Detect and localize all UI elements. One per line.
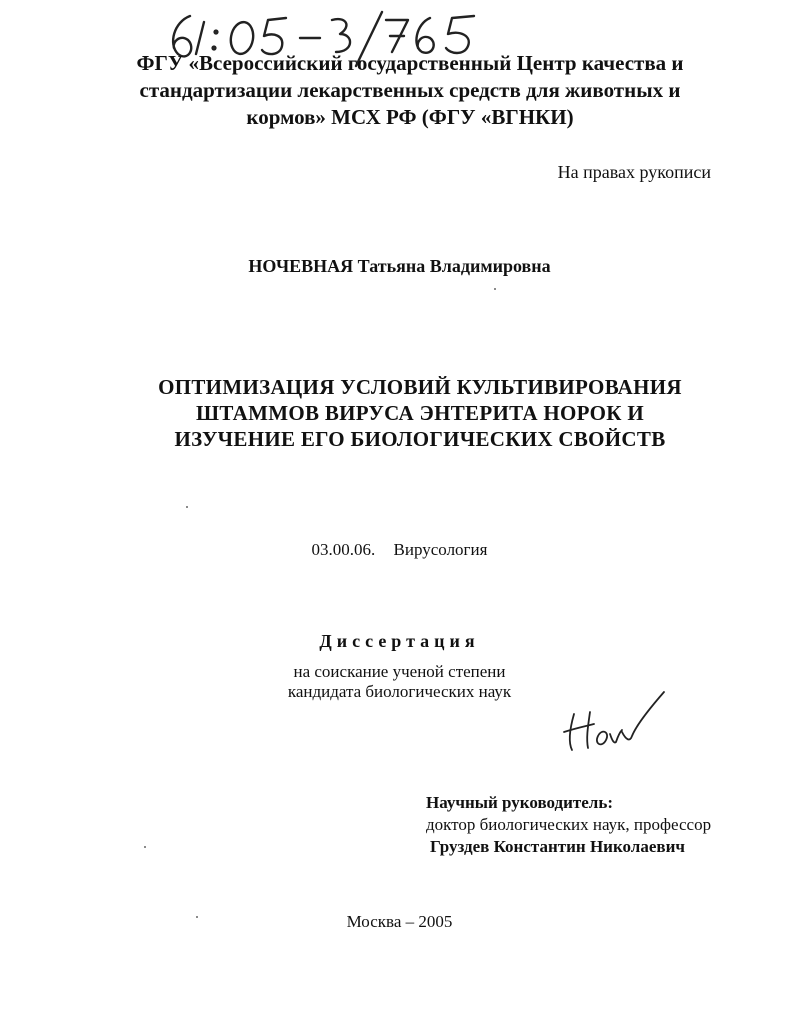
title-line-2: ШТАММОВ ВИРУСА ЭНТЕРИТА НОРОК И: [196, 401, 644, 425]
scan-speck: [144, 846, 146, 848]
title-line-1: ОПТИМИЗАЦИЯ УСЛОВИЙ КУЛЬТИВИРОВАНИЯ: [158, 375, 682, 399]
specialty-name: Вирусология: [393, 540, 488, 559]
author-given-names: Татьяна Владимировна: [357, 256, 551, 276]
advisor-label: Научный руководитель:: [426, 793, 613, 812]
organization-line-2: стандартизации лекарственных средств для животных и: [139, 78, 681, 102]
rights-note: На правах рукописи: [557, 162, 711, 182]
degree-line-1: на соискание ученой степени: [293, 662, 506, 681]
scan-speck: [186, 506, 188, 508]
advisor-degree: доктор биологических наук, профессор: [426, 815, 712, 834]
degree-statement: [0, 662, 799, 702]
title-line-3: ИЗУЧЕНИЕ ЕГО БИОЛОГИЧЕСКИХ СВОЙСТВ: [174, 427, 666, 451]
signature: [560, 688, 670, 758]
dissertation-title: [140, 374, 700, 452]
scientific-advisor: [426, 792, 711, 858]
advisor-name: Груздев Константин Николаевич: [430, 837, 685, 856]
specialty: [0, 540, 799, 560]
place-and-year: Москва – 2005: [346, 912, 453, 931]
author-surname: НОЧЕВНАЯ: [248, 256, 354, 276]
specialty-code: 03.00.06.: [311, 540, 376, 559]
degree-line-2: кандидата биологических наук: [287, 682, 512, 701]
organization-line-1: ФГУ «Всероссийский государственный Центр качества и: [136, 51, 684, 75]
dissertation-heading: Диссертация: [319, 631, 480, 651]
organization-header: [100, 50, 720, 131]
organization-line-3: кормов» МСХ РФ (ФГУ «ВГНКИ): [246, 105, 574, 129]
author: [0, 256, 799, 277]
scan-speck: [494, 288, 496, 290]
